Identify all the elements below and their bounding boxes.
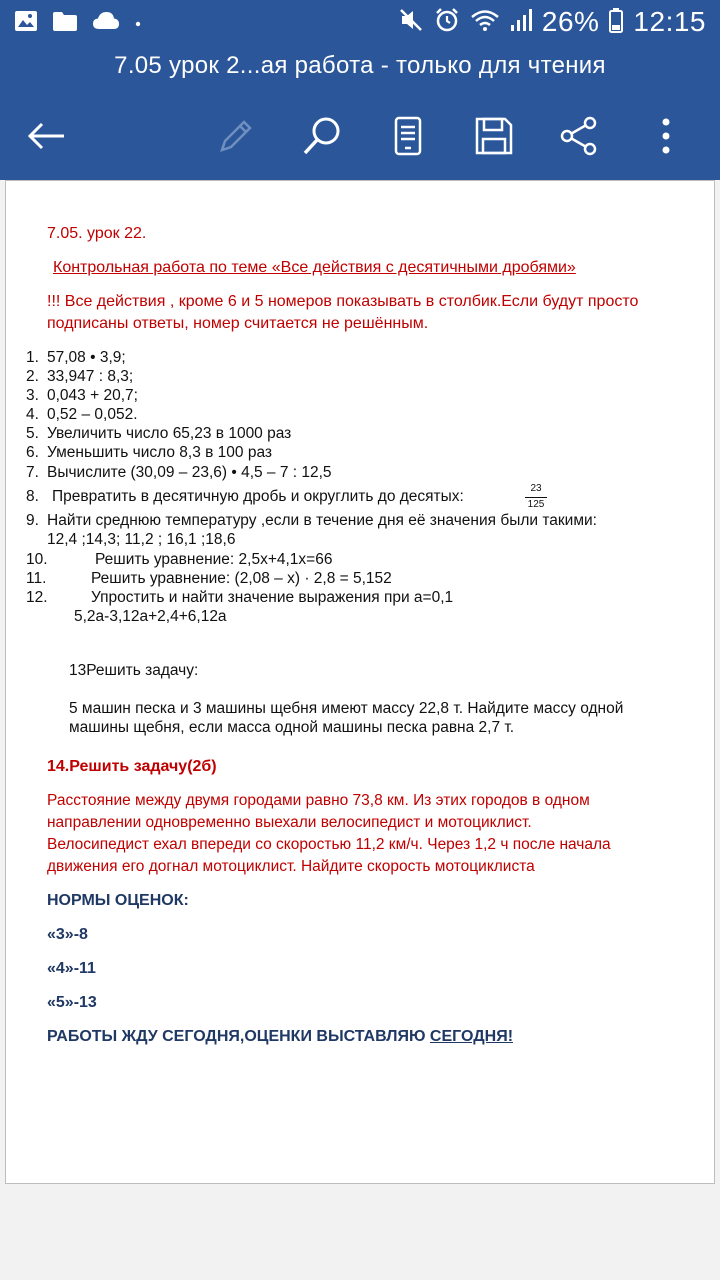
wifi-icon <box>470 8 500 37</box>
toolbar <box>0 104 720 164</box>
notification-dot-icon <box>134 15 142 33</box>
mobile-view-button[interactable] <box>384 112 432 160</box>
mute-icon <box>398 7 424 38</box>
clock: 12:15 <box>633 6 706 37</box>
edit-button[interactable] <box>212 112 260 160</box>
folder-icon <box>52 10 78 37</box>
task13-heading: 13Решить задачу: <box>69 662 199 679</box>
grade-5: «5»-13 <box>47 994 97 1011</box>
final-note <box>47 1028 513 1046</box>
fraction-bar <box>525 497 547 498</box>
grade-4: «4»-11 <box>47 960 96 977</box>
temperature-values: 12,4 ;14,3; 11,2 ; 16,1 ;18,6 <box>47 531 236 548</box>
task13-line-1: 5 машин песка и 3 машины щебня имеют массу 22,8 т. Найдите массу одной <box>69 700 624 717</box>
doc-title: Контрольная работа по теме «Все действия с десятичными дробями» <box>53 259 576 276</box>
grade-3: «3»-8 <box>47 926 88 943</box>
norms-heading: НОРМЫ ОЦЕНОК: <box>47 892 189 909</box>
alarm-icon <box>434 7 460 38</box>
note-line-2: подписаны ответы, номер считается не решённым. <box>47 315 429 332</box>
task14-line-3: Велосипедист ехал впереди со скоростью 11,2 км/ч. Через 1,2 ч после начала <box>47 836 611 853</box>
task14-line-4: движения его догнал мотоциклист. Найдите скорость мотоциклиста <box>47 858 535 875</box>
document-page: 7.05. урок 22. Контрольная работа по теме «Все действия с десятичными дробями» !!! Все действия , кроме 6 и 5 номеров показывать в столбик.Если будут просто подписаны ответы, номер считается не решённым. 1. 57,08 • 3,9; 2. 33,947 : 8,3; 3. 0,043 + 20,7; 4. 0,52 – 0,052. 5. Увеличить число 65,23 в 1000 раз 6. Уменьшить число 8,3 в 100 раз 7. Вычислите (30,09 – 23,6) • 4,5 – 7 : 12,5 8. Превратить в десятичную дробь и округлить до десятых: 23 125 9. Найти среднюю температуру ,если в течение дня её значения были такими: 12,4 ;14,3; 11,2 ; 16,1 ;18,6 10. Решить уравнение: 2,5х+4,1х=66 11. Решить уравнение: (2,08 – х) · 2,8 = 5,152 12. Упростить и найти значение выражения при а=0,1 5,2а-3,12а+2,4+6,12а 13Решить задачу: 5 машин песка и 3 машины щебня имеют массу 22,8 т. Найдите массу одной машины щебня, если масса одной машины песка равна 2,7 т. 14.Решить задачу(2б) Расстояние между двумя городами равно 73,8 км. Из этих городов в одном направлении одновременно выехали велосипедист и мотоциклист. Велосипедист ехал впереди со скоростью 11,2 км/ч. Через 1,2 ч после начала движения его догнал мотоциклист. Найдите скорость мотоциклиста НОРМЫ ОЦЕНОК: «3»-8 «4»-11 «5»-13 РАБОТЫ ЖДУ СЕГОДНЯ,ОЦЕНКИ ВЫСТАВЛЯЮ СЕГОДНЯ! <box>5 180 715 1184</box>
final-note-emphasis: СЕГОДНЯ! <box>429 1028 514 1045</box>
task14-line-1: Расстояние между двумя городами равно 73,8 км. Из этих городов в одном <box>47 792 590 809</box>
task14-heading: 14.Решить задачу(2б) <box>47 758 217 775</box>
share-button[interactable] <box>555 112 603 160</box>
status-bar <box>0 0 720 48</box>
fraction-numerator: 23 <box>530 483 542 494</box>
save-button[interactable] <box>470 112 518 160</box>
final-note-text: РАБОТЫ ЖДУ СЕГОДНЯ,ОЦЕНКИ ВЫСТАВЛЯЮ <box>47 1028 430 1045</box>
cloud-icon <box>92 11 120 36</box>
note-line-1: !!! Все действия , кроме 6 и 5 номеров показывать в столбик.Если будут просто <box>47 293 639 310</box>
more-options-button[interactable] <box>642 112 690 160</box>
battery-percent: 26% <box>541 6 600 37</box>
fraction-denominator: 125 <box>527 499 545 510</box>
image-icon <box>14 10 38 37</box>
date-line: 7.05. урок 22. <box>47 225 147 242</box>
battery-icon <box>609 7 623 38</box>
task13-line-2: машины щебня, если масса одной машины песка равна 2,7 т. <box>69 719 515 736</box>
back-button[interactable] <box>22 112 70 160</box>
app-bar <box>0 0 720 180</box>
expression: 5,2а-3,12а+2,4+6,12а <box>74 608 227 625</box>
document-title: 7.05 урок 2...ая работа - только для чтения <box>114 52 606 79</box>
search-button[interactable] <box>298 112 346 160</box>
signal-icon <box>510 8 532 37</box>
task14-line-2: направлении одновременно выехали велосипедист и мотоциклист. <box>47 814 532 831</box>
